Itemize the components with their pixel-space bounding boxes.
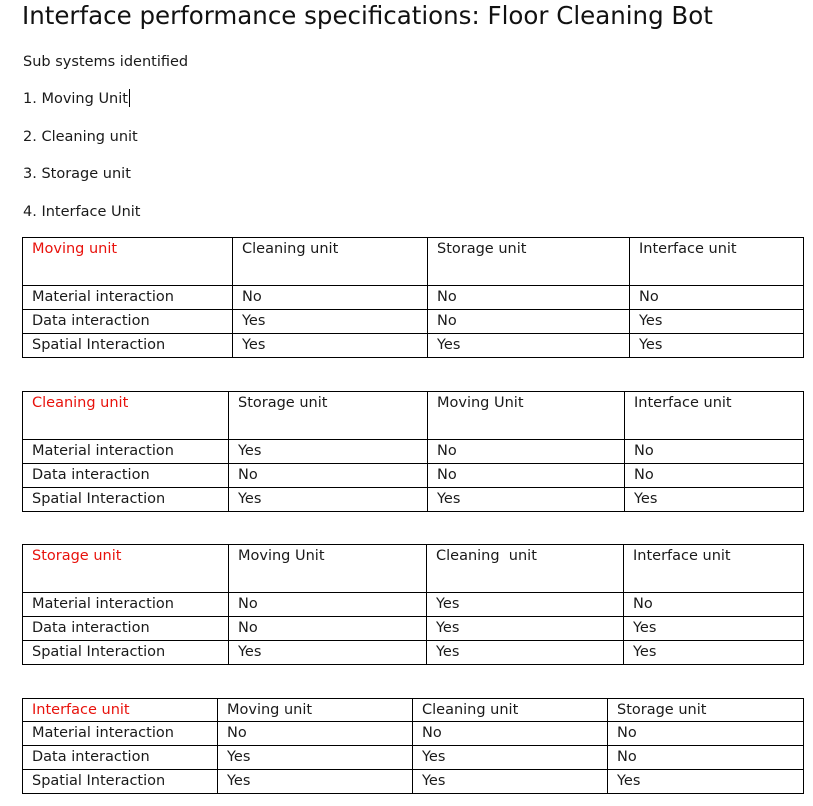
row-label: Material interaction	[23, 286, 233, 310]
table-row	[23, 770, 804, 794]
row-label: Material interaction	[23, 440, 229, 464]
table-cell: No	[229, 593, 427, 617]
column-header: Storage unit	[608, 699, 804, 722]
table-row	[23, 440, 804, 464]
row-label: Spatial Interaction	[23, 488, 229, 512]
interaction-table-storage-unit	[22, 544, 804, 665]
table-row	[23, 464, 804, 488]
row-label: Spatial Interaction	[23, 641, 229, 665]
column-header: Moving Unit	[229, 545, 427, 593]
table-unit-header: Cleaning unit	[23, 392, 229, 440]
table-row	[23, 722, 804, 746]
interaction-table-cleaning-unit	[22, 391, 804, 512]
column-header: Interface unit	[630, 238, 804, 286]
subsystem-item-cleaning: 2. Cleaning unit	[23, 129, 138, 145]
table-cell: Yes	[229, 641, 427, 665]
subsystem-item-interface: 4. Interface Unit	[23, 204, 141, 220]
table-cell: Yes	[428, 334, 630, 358]
column-header: Cleaning unit	[427, 545, 624, 593]
row-label: Data interaction	[23, 617, 229, 641]
column-header: Storage unit	[229, 392, 428, 440]
table-cell: Yes	[624, 617, 804, 641]
table-cell: No	[428, 464, 625, 488]
column-header: Interface unit	[625, 392, 804, 440]
table-row	[23, 488, 804, 512]
interaction-table-interface-unit	[22, 698, 804, 794]
page-title: Interface performance specifications: Floor Cleaning Bot	[22, 1, 713, 30]
table-cell: No	[608, 722, 804, 746]
table-cell: No	[413, 722, 608, 746]
row-label: Spatial Interaction	[23, 770, 218, 794]
column-header: Moving unit	[218, 699, 413, 722]
column-header: Cleaning unit	[413, 699, 608, 722]
table-cell: Yes	[625, 488, 804, 512]
table-cell: Yes	[218, 770, 413, 794]
row-label: Material interaction	[23, 722, 218, 746]
table-cell: No	[428, 310, 630, 334]
table-cell: Yes	[413, 746, 608, 770]
table-cell: No	[608, 746, 804, 770]
table-row	[23, 334, 804, 358]
table-cell: No	[428, 440, 625, 464]
table-cell: Yes	[630, 310, 804, 334]
table-cell: No	[229, 617, 427, 641]
table-cell: No	[233, 286, 428, 310]
subsystems-heading: Sub systems identified	[23, 54, 189, 70]
table-cell: Yes	[428, 488, 625, 512]
row-label: Data interaction	[23, 310, 233, 334]
subsystem-item-moving	[23, 89, 130, 109]
table-cell: No	[625, 464, 804, 488]
table-cell: Yes	[218, 746, 413, 770]
table-row	[23, 593, 804, 617]
table-unit-header: Interface unit	[23, 699, 218, 722]
table-cell: No	[624, 593, 804, 617]
column-header: Moving Unit	[428, 392, 625, 440]
table-row	[23, 641, 804, 665]
column-header: Storage unit	[428, 238, 630, 286]
table-unit-header: Storage unit	[23, 545, 229, 593]
subsystem-item-storage: 3. Storage unit	[23, 166, 131, 182]
table-cell: Yes	[427, 593, 624, 617]
column-header: Interface unit	[624, 545, 804, 593]
row-label: Data interaction	[23, 464, 229, 488]
interaction-table-moving-unit	[22, 237, 804, 358]
table-cell: Yes	[413, 770, 608, 794]
table-cell: No	[630, 286, 804, 310]
table-row	[23, 310, 804, 334]
table-cell: No	[428, 286, 630, 310]
table-cell: Yes	[630, 334, 804, 358]
table-cell: No	[218, 722, 413, 746]
table-unit-header: Moving unit	[23, 238, 233, 286]
table-cell: Yes	[427, 617, 624, 641]
text-cursor	[129, 89, 130, 107]
column-header: Cleaning unit	[233, 238, 428, 286]
table-cell: Yes	[229, 488, 428, 512]
row-label: Data interaction	[23, 746, 218, 770]
table-row	[23, 617, 804, 641]
table-cell: Yes	[233, 310, 428, 334]
subsystem-label: 1. Moving Unit	[23, 91, 128, 107]
table-cell: Yes	[233, 334, 428, 358]
table-cell: Yes	[624, 641, 804, 665]
table-cell: Yes	[229, 440, 428, 464]
table-cell: Yes	[427, 641, 624, 665]
table-cell: No	[229, 464, 428, 488]
table-row	[23, 286, 804, 310]
table-cell: No	[625, 440, 804, 464]
table-cell: Yes	[608, 770, 804, 794]
table-row	[23, 746, 804, 770]
row-label: Material interaction	[23, 593, 229, 617]
row-label: Spatial Interaction	[23, 334, 233, 358]
